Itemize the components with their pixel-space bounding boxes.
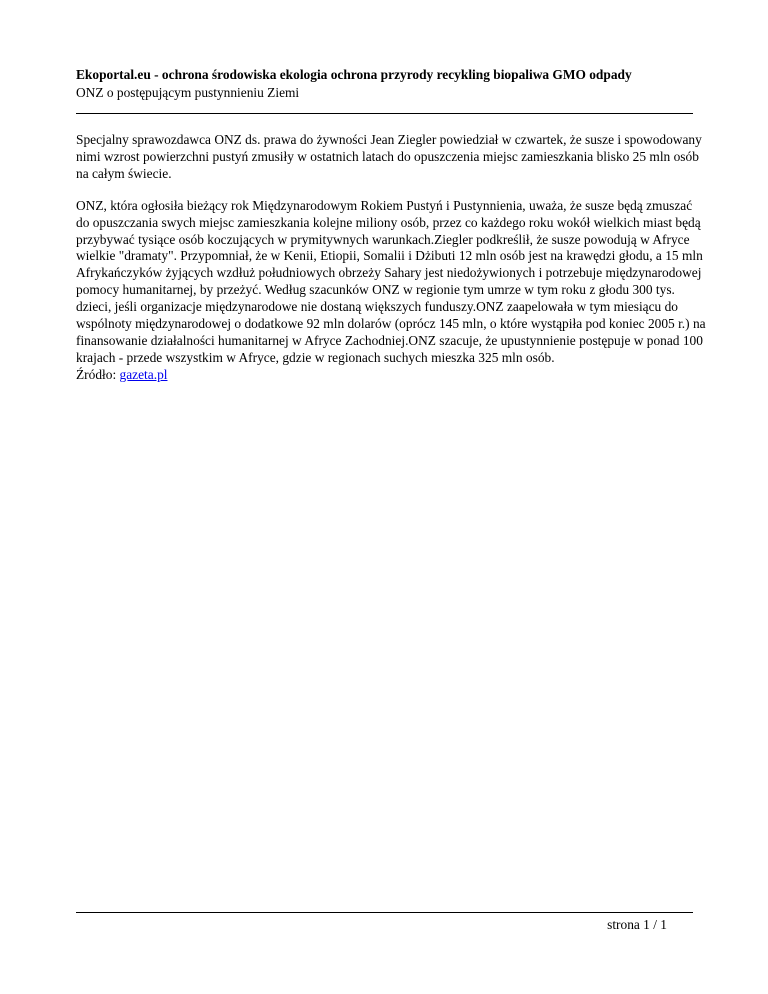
article-paragraph-text: ONZ, która ogłosiła bieżący rok Międzynarodowym Rokiem Pustyń i Pustynnienia, uważa, że susze będą zmuszać do opuszczania swych miejsc zamieszkania kolejne miliony osób, przez co każdego roku wokół wielkich miast będą przybywać tysiące osób koczujących w prymitywnych warunkach.Ziegler podkreślił, że susze powodują w Afryce wielkie "dramaty". Przypomniał, że w Kenii, Etiopii, Somalii i Dżibuti 12 mln osób jest na krawędzi głodu, a 15 mln Afrykańczyków żyjących wzdłuż południowych obrzeży Sahary jest niedożywionych i potrzebuje międzynarodowej pomocy humanitarnej, by przeżyć. Według szacunków ONZ w regionie tym umrze w tym roku z głodu 300 tys. dzieci, jeśli organizacje międzynarodowe nie dostaną większych funduszy.ONZ zaapelowała w tym miesiącu do wspólnoty międzynarodowej o dodatkowe 92 mln dolarów (oprócz 145 mln, o które wystąpiła pod koniec 2005 r.) na finansowanie działalności humanitarnej w Afryce Zachodniej.ONZ szacuje, że upustynnienie postępuje w ponad 100 krajach - przede wszystkim w Afryce, gdzie w regionach suchych mieszka 325 mln osób. <box>76 197 706 365</box>
page-number: strona 1 / 1 <box>607 917 667 932</box>
article-body <box>76 132 706 384</box>
article-title: ONZ o postępującym pustynnieniu Ziemi <box>76 85 300 100</box>
article-paragraph: Specjalny sprawozdawca ONZ ds. prawa do żywności Jean Ziegler powiedział w czwartek, że susze i spowodowany nimi wzrost powierzchni pustyń zmusiły w ostatnich latach do opuszczenia miejsc zamieszkania blisko 25 mln osób na całym świecie. <box>76 132 702 181</box>
site-title: Ekoportal.eu - ochrona środowiska ekologia ochrona przyrody recykling biopaliwa GMO odpady <box>76 67 632 82</box>
source-link[interactable]: gazeta.pl <box>119 366 168 382</box>
header-divider <box>76 113 693 114</box>
article-paragraph <box>76 198 706 384</box>
source-label: Źródło: <box>76 366 117 382</box>
footer-divider <box>76 912 693 913</box>
